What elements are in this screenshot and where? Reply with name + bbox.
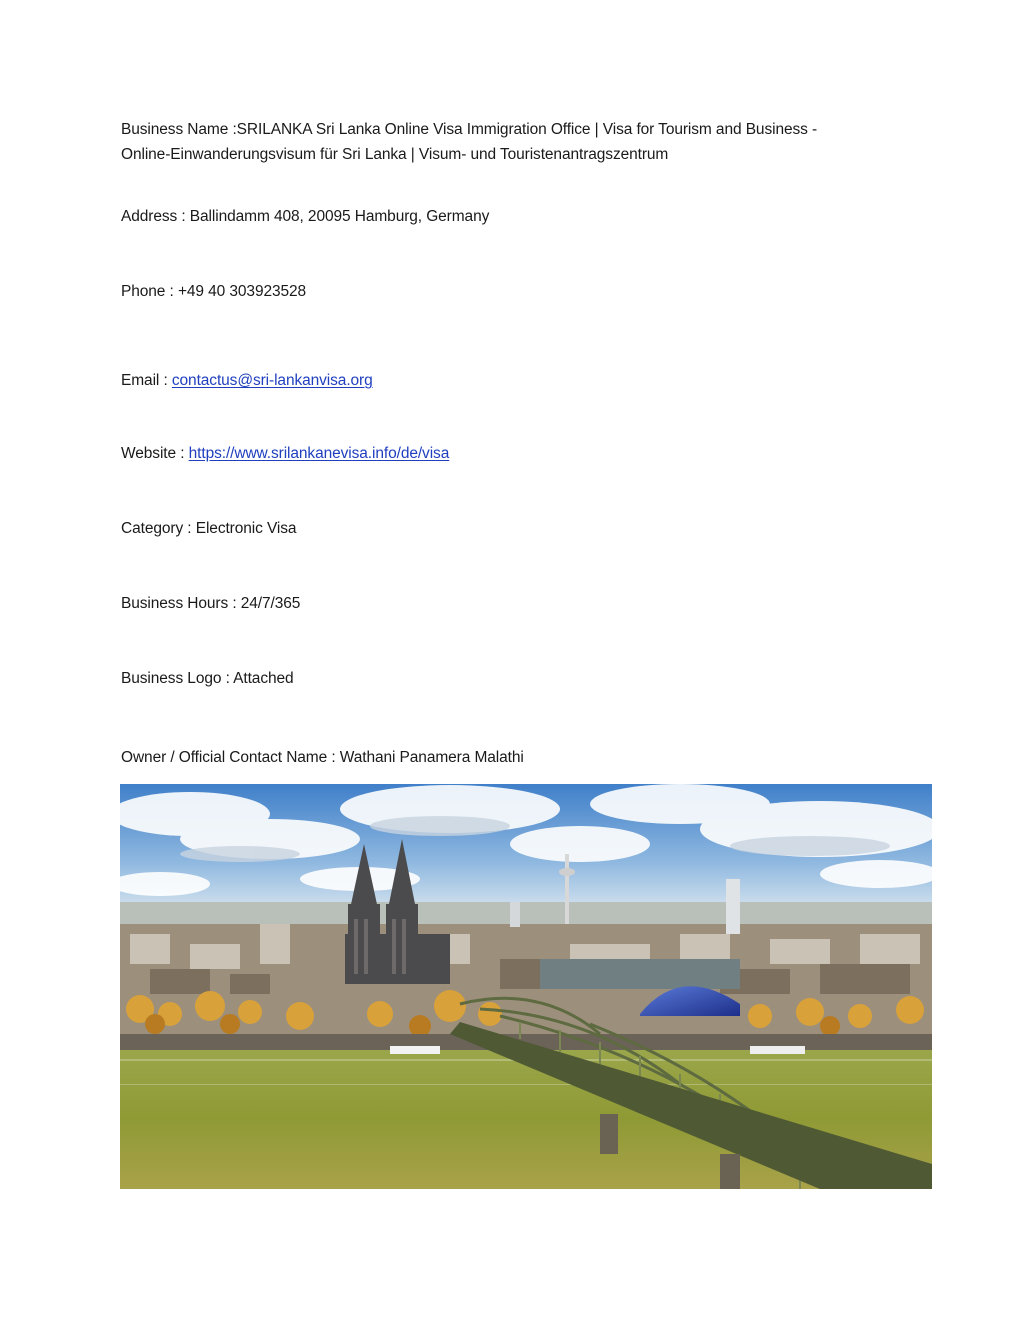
category-text: Category : Electronic Visa	[121, 520, 297, 537]
business-logo-text: Business Logo : Attached	[121, 670, 294, 687]
email-row	[121, 369, 373, 393]
website-label: Website :	[121, 445, 189, 462]
email-link[interactable]: contactus@sri-lankanvisa.org	[171, 372, 373, 389]
address-text: Address : Ballindamm 408, 20095 Hamburg, Germany	[121, 208, 490, 225]
owner-contact-text: Owner / Official Contact Name : Wathani Panamera Malathi	[121, 749, 524, 766]
website-link[interactable]: https://www.srilankanevisa.info/de/visa	[188, 445, 450, 462]
business-name-line-1: Business Name :SRILANKA Sri Lanka Online Visa Immigration Office | Visa for Tourism and Business -	[121, 121, 818, 138]
website-row	[121, 442, 449, 466]
phone-text: Phone : +49 40 303923528	[121, 283, 307, 300]
business-hours-text: Business Hours : 24/7/365	[121, 595, 301, 612]
city-photo	[120, 784, 932, 1189]
email-label: Email :	[121, 372, 172, 389]
business-name-line-2: Online-Einwanderungsvisum für Sri Lanka | Visum- und Touristenantragszentrum	[121, 146, 669, 163]
